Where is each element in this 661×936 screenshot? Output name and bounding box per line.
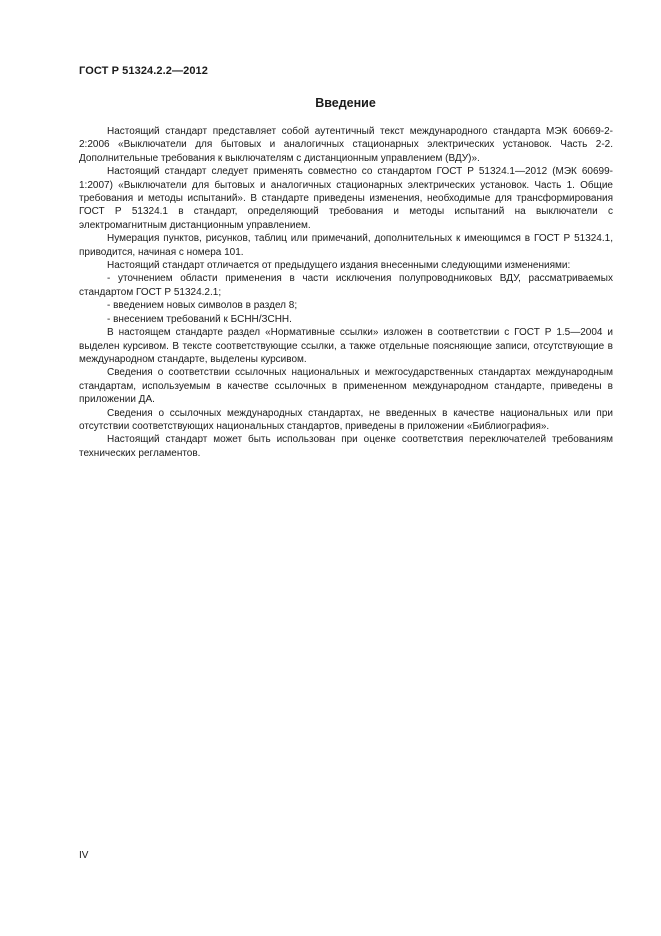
paragraph: Настоящий стандарт может быть использован при оценке соответствия переключателей требованиям технических регламентов. [79,434,613,459]
paragraph: Настоящий стандарт представляет собой аутентичный текст международного стандарта МЭК 60669-2-2:2006 «Выключатели для бытовых и аналогичных стационарных электрических установок. Часть 2-2. Дополнительные требования к выключателям с дистанционным управлением (ВДУ)». [79,126,613,164]
list-item: - уточнением области применения в части исключения полупроводниковых ВДУ, рассматриваемых стандартом ГОСТ Р 51324.2.1; [79,273,613,298]
paragraph: Сведения о соответствии ссылочных национальных и межгосударственных стандартах международным стандартам, используемым в качестве ссылочных в примененном международном стандарте, приведены в приложении ДА. [79,367,613,406]
paragraph: Сведения о ссылочных международных стандартах, не введенных в качестве национальных или при отсутствии соответствующих национальных стандартов, приведены в приложении «Библиография». [79,407,613,432]
page-number: IV [79,850,89,861]
paragraph: Нумерация пунктов, рисунков, таблиц или примечаний, дополнительных к имеющимся в ГОСТ Р 51324.1, приводится, начиная с номера 101. [79,233,613,258]
list-item: - внесением требований к БСНН/ЗСНН. [107,313,292,325]
list-item: - введением новых символов в раздел 8; [107,300,298,312]
document-code-header: ГОСТ Р 51324.2.2—2012 [79,65,208,77]
paragraph: Настоящий стандарт отличается от предыдущего издания внесенными следующими изменениями: [107,260,571,272]
paragraph: Настоящий стандарт следует применять совместно со стандартом ГОСТ Р 51324.1—2012 (МЭК 60699-1:2007) «Выключатели для бытовых и аналогичных стационарных электрических установок. Часть 1. Общие требования и методы испытаний». В стандарте приведены изменения, необходимые для трансформирования ГОСТ Р 51324.1 в стандарт, определяющий требования и методы испытаний на выключатели с электромагнитным дистанционным управлением. [79,166,613,231]
section-title: Введение [315,96,376,110]
document-body [79,125,613,460]
paragraph: В настоящем стандарте раздел «Нормативные ссылки» изложен в соответствии с ГОСТ Р 1.5—2004 и выделен курсивом. В тексте соответствующие ссылки, а также отдельные поясняющие записи, отсутствующие в международном стандарте, выделены курсивом. [79,327,613,365]
